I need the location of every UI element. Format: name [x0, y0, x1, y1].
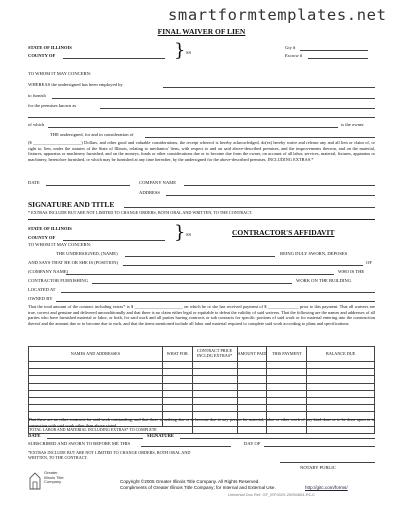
consideration-line[interactable] — [145, 137, 375, 138]
aff-of-label: OF — [366, 260, 372, 265]
aff-date-line[interactable] — [47, 438, 143, 439]
aff-signature-line[interactable] — [180, 438, 375, 439]
footer-url[interactable]: http://gitc.com/forms/ — [305, 485, 348, 490]
waiver-body: ($ ______________________) Dollars, and other good and valuable considerations, the receipt whereof is hereby acknowledged, do(es) hereby waive and release any and all lien or claim of, or right to, lien, under the statutes of the State of Illinois, relating to mechanics' liens, with respect to and on said above-described premises, and the improvements thereon, and on the material, fixtures, apparatus or machinery furnished, and on the moneys, funds or other considerations due or to become due from the owner, on account of all labor, services, material, fixtures, apparatus or machinery, heretofore furnished, or which may be furnished at any time hereafter, by the undersigned for the above-described premises, INCLUDING EXTRAS.* — [28, 140, 375, 162]
table-row[interactable] — [29, 362, 375, 369]
affidavit-body: That the total amount of the contract including extras* is $ ______________________ on which he or she has received payment of $ ______________ prior to this payment. That all waivers are true, correct and genuine and delivered unconditionally and that there is no claim either legal or equitable to defeat the validity of said waivers. That the following are the names and addresses of all parties who have furnished material or labor, or both, for said work and all parties having contracts or sub contracts for specific portions of said work or for material entering into the construction thereof and the amount due or to become due to each, and that the items mentioned include all labor and material required to complete said work according to plans and specifications: — [28, 304, 375, 326]
aff-located-label: LOCATED AT — [28, 287, 56, 292]
aff-to-whom: TO WHOM IT MAY CONCERN: — [28, 242, 92, 247]
aff-ss-label: SS — [186, 232, 192, 237]
signature-line[interactable] — [124, 207, 375, 208]
to-whom-label: TO WHOM IT MAY CONCERN: — [28, 71, 92, 76]
affidavit-title: CONTRACTOR'S AFFIDAVIT — [232, 228, 335, 237]
signature-title-label: SIGNATURE AND TITLE — [28, 200, 115, 209]
subscribed-label: SUBSCRIBED AND SWORN TO BEFORE ME THIS — [28, 441, 131, 446]
col-this-payment: THIS PAYMENT — [267, 347, 307, 362]
aff-signature-label: SIGNATURE — [147, 433, 174, 438]
escrow-label: Escrow # — [285, 53, 303, 58]
aff-company-label: (COMPANY NAME) — [28, 269, 69, 274]
day-of-label: DAY OF — [244, 441, 261, 446]
ss-label: SS — [186, 50, 192, 55]
aff-who-label: WHO IS THE — [338, 269, 365, 274]
employer-line[interactable] — [163, 87, 375, 88]
furnish-line[interactable] — [52, 98, 375, 99]
company-name-label: COMPANY NAME — [139, 180, 177, 185]
of-which-label: of which — [28, 122, 45, 127]
aff-position-label: AND SAYS THAT HE OR SHE IS (POSITION) — [28, 260, 119, 265]
aff-county-label: COUNTY OF — [28, 235, 56, 240]
aff-work-label: WORK ON THE BUILDING — [296, 278, 352, 283]
premises-line[interactable] — [100, 108, 375, 109]
aff-name-line[interactable] — [125, 256, 275, 257]
table-row[interactable] — [29, 369, 375, 376]
day-of-line[interactable] — [264, 446, 375, 447]
aff-state-label: STATE OF ILLINOIS — [28, 226, 72, 231]
address-label: ADDRESS — [139, 190, 160, 195]
premises-line-2[interactable] — [28, 117, 375, 118]
date-line[interactable] — [46, 185, 130, 186]
state-label: STATE OF ILLINOIS — [28, 45, 72, 50]
aff-contractor-label: CONTRACTOR FURNISHING — [28, 278, 89, 283]
aff-owned-line[interactable] — [56, 301, 375, 302]
aff-company-line[interactable] — [66, 274, 334, 275]
premises-label: for the premises known as — [28, 103, 77, 108]
col-contract-price: CONTRACT PRICE INCLDG EXTRAS* — [192, 347, 237, 362]
table-row[interactable] — [29, 383, 375, 390]
watermark: smartformtemplates.net — [168, 6, 387, 24]
aff-contractor-line[interactable] — [92, 283, 292, 284]
compliments-text: Compliments of Greater Illinois Title Company; for Internal and External Use. — [120, 485, 276, 490]
doc-ref: Universal Doc Ref: GF_IEF0029-20050804-R1-0 — [228, 492, 315, 497]
aff-brace-icon: } — [174, 222, 186, 243]
extras-note: * EXTRAS INCLUDE BUT ARE NOT LIMITED TO CHANGE ORDERS, BOTH ORAL AND WRITTEN, TO THE CONTRACT. — [28, 210, 253, 215]
consideration-label: THE undersigned, for and in consideration of — [50, 132, 134, 137]
aff-extras-note: *EXTRAS INCLUDE BUT ARE NOT LIMITED TO CHANGE ORDERS, BOTH ORAL AND WRITTEN, TO THE CONTRACT. — [28, 450, 191, 460]
logo-text: Greater Illinois Title Company — [44, 470, 64, 485]
table-row[interactable] — [29, 405, 375, 412]
owner-line[interactable] — [48, 127, 338, 128]
aff-sworn: BEING DULY SWORN, DEPOSES — [280, 251, 348, 256]
address-line[interactable] — [166, 195, 375, 196]
col-amount-paid: AMOUNT PAID — [237, 347, 267, 362]
gty-label: Gty # — [285, 45, 296, 50]
notary-line[interactable] — [280, 462, 375, 463]
company-name-line[interactable] — [184, 185, 375, 186]
escrow-line[interactable] — [308, 58, 368, 59]
gitc-logo-icon — [28, 471, 42, 491]
aff-located-line[interactable] — [61, 292, 375, 293]
table-row[interactable] — [29, 376, 375, 383]
gty-line[interactable] — [300, 50, 368, 51]
owner-label: is the owner. — [341, 122, 365, 127]
whereas-label: WHEREAS the undersigned has been employed by — [28, 82, 123, 87]
date-label: DATE — [28, 180, 40, 185]
table-row[interactable] — [29, 390, 375, 397]
section-divider — [28, 219, 375, 220]
copyright-text: Copyright ©2005 Greater Illinois Title Company. All Rights Reserved. — [120, 479, 260, 484]
brace-icon: } — [174, 40, 186, 61]
aff-owned-label: OWNED BY — [28, 296, 53, 301]
furnish-label: to furnish — [28, 93, 46, 98]
total-label: TOTAL LABOR AND MATERIAL INCLUDING EXTRAS* TO COMPLETE — [29, 426, 193, 433]
aff-county-line[interactable] — [63, 240, 165, 241]
col-what-for: WHAT FOR — [162, 347, 192, 362]
aff-date-label: DATE — [28, 433, 41, 438]
aff-name-label: THE UNDERSIGNED, (NAME) — [56, 251, 118, 256]
county-line[interactable] — [63, 58, 165, 59]
county-label: COUNTY OF — [28, 53, 56, 58]
notary-label: NOTARY PUBLIC — [300, 465, 336, 470]
col-names: NAMES AND ADDRESSES — [29, 347, 163, 362]
aff-position-line[interactable] — [123, 265, 363, 266]
table-row[interactable] — [29, 397, 375, 404]
form-title: FINAL WAIVER OF LIEN — [157, 27, 246, 36]
subscribed-day-line[interactable] — [141, 446, 231, 447]
col-balance-due: BALANCE DUE — [307, 347, 375, 362]
closing-paragraph: That there are no other contracts for said work outstanding, and that there is nothing due or to become due to any person for material, labor or other work of any kind done or to be done upon or in connection with said work other than above stated. — [28, 417, 375, 428]
